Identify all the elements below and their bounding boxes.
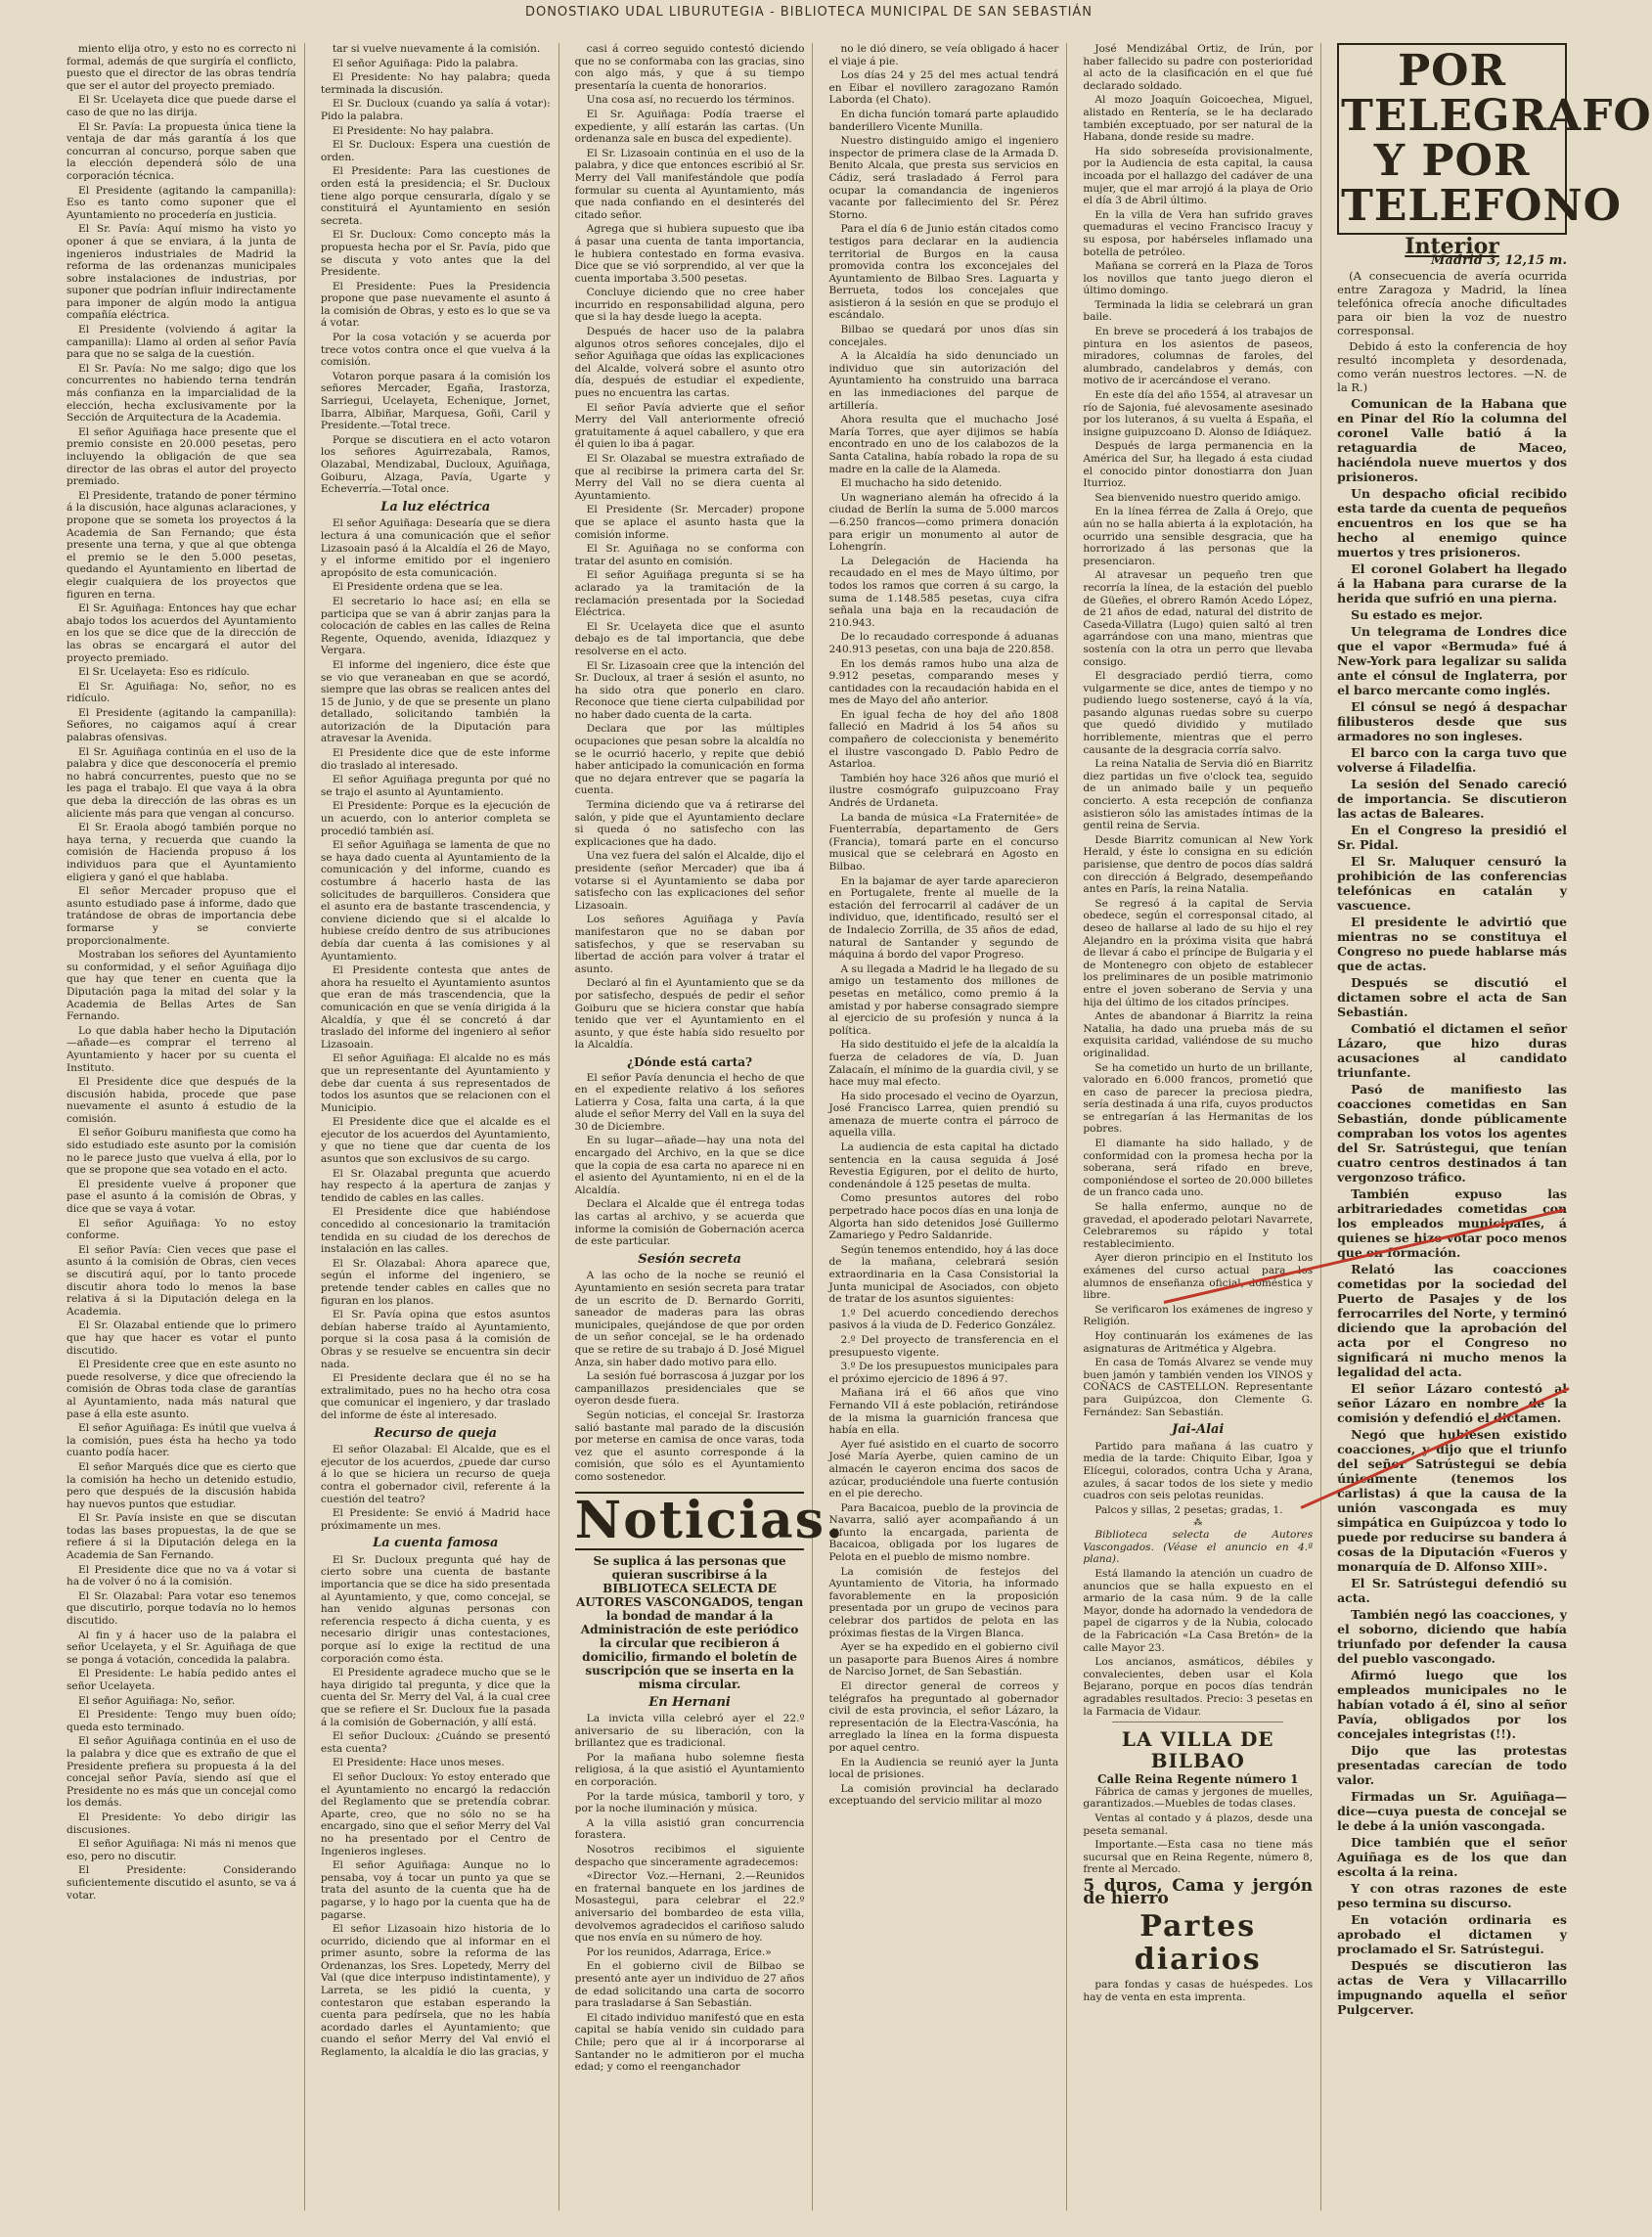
telegraph-heading-line1: POR TELEGRAFO — [1341, 46, 1652, 141]
article-paragraph: El Sr. Olazabal se muestra extrañado de que al recibirse la primera carta del Sr. Merry del Vall no se diera cuenta al Ayuntamiento. — [574, 453, 805, 502]
article-paragraph: El señor Pavía denuncia el hecho de que en el expediente relativo á los señores Latierra y Cosa, falta una carta, á la que alude el señor Merry del Vall en la suya del 30 de Diciembre. — [574, 1071, 805, 1133]
archive-header: DONOSTIAKO UDAL LIBURUTEGIA - BIBLIOTECA MUNICIPAL DE SAN SEBASTIÁN — [524, 5, 1094, 20]
article-paragraph: Concluye diciendo que no cree haber incurrido en responsabilidad alguna, pero que si la hay desde luego la acepta. — [574, 287, 805, 324]
telegraph-item: Y con otras razones de este peso termina su discurso. — [1337, 1881, 1567, 1911]
article-paragraph: Por la tarde música, tamboril y toro, y por la noche iluminación y música. — [574, 1790, 805, 1815]
news-item: En la línea férrea de Zalla á Orejo, que aún no se halla abierta á la explotación, ha ocurrido una sensible desgracia, que ha horrorizado á las personas que la presenciaron. — [1083, 506, 1314, 567]
ad-duros: 5 duros, Cama y jergón de hierro — [1083, 1875, 1314, 1908]
telegraph-item: Dijo que las protestas presentadas carecían de todo valor. — [1337, 1743, 1567, 1788]
column-2-top — [321, 43, 551, 496]
news-item: En breve se procederá á los trabajos de pintura en los asientos de paseos, miradores, columnas de faroles, del alumbrado, candelabros y demás, con motivo de ir acercándose el verano. — [1083, 326, 1314, 387]
article-paragraph: El señor Aguiñaga continúa en el uso de la palabra y dice que es extraño de que el Presidente prefiera su propuesta á la del concejal señor Pavía, siendo así que el Presidente no es más que un concejal como los demás. — [67, 1735, 296, 1810]
article-paragraph: Porque se discutiera en el acto votaron los señores Aguirrezabala, Ramos, Olazabal, Mendizabal, Ducloux, Aguiñaga, Goiburu, Alzaga, Pavía, Ugarte y Echeverría.—Total once. — [320, 433, 551, 496]
news-item: Según tenemos entendido, hoy á las doce de la mañana, celebrará sesión extraordinaria en la Casa Consistorial la Junta municipal de Asociados, con objeto de tratar de los asuntos siguientes: — [828, 1243, 1059, 1306]
column-3 — [569, 43, 846, 2211]
news-item: Ayer dieron principio en el Instituto los exámenes del curso actual para los alumnos de enseñanza oficial, doméstica y libre. — [1083, 1252, 1314, 1302]
article-paragraph: El Sr. Eraola abogó también porque no haya terna, y recuerda que cuando la comisión de Hacienda propuso á los individuos para que el Ayuntamiento eligiera y ganó el que hablaba. — [67, 822, 296, 883]
telegraph-item: Afirmó luego que los empleados municipales no le habían votado á él, sino al señor Pavía, obligados por los concejales integristas (!!). — [1337, 1668, 1567, 1742]
article-paragraph: Agrega que si hubiera supuesto que iba á pasar una cuenta de tanta importancia, le hubiera contestado en forma evasiva. Dice que se vió sorprendido, al ver que la cuenta importaba 3.500 pesetas. — [574, 223, 805, 285]
news-item: José Mendizábal Ortiz, de Irún, por haber fallecido su padre con posterioridad al acto de la clasificación en el que fué declarado soldado. — [1083, 43, 1314, 92]
ad-villa-important: Importante.—Esta casa no tiene más sucursal que en Reina Regente, número 8, frente al Mercado. — [1083, 1839, 1314, 1876]
article-paragraph: El Sr. Aguiñaga continúa en el uso de la palabra y dice que desconocería el premio no habrá concurrentes, puesto que no se les paga el trabajo. El que vaya á la obra que deba la dirección de las obras es un aliciente más para que vengan al concurso. — [67, 745, 296, 820]
article-paragraph: Declara que por las múltiples ocupaciones que pesan sobre la alcaldía no se le ocurrió hacerlo, y repite que debió haber anticipado la comunicación en forma que no dejara entrever que se pagaría la cuenta. — [574, 723, 805, 797]
column-6-telegrafo — [1331, 43, 1652, 2211]
article-paragraph: En el gobierno civil de Bilbao se presentó ante ayer un individuo de 27 años de edad solicitando una carta de socorro para trasladarse á San Sebastián. — [574, 1960, 805, 2010]
news-item: De lo recaudado corresponde á aduanas 240.913 pesetas, con una baja de 220.858. — [828, 631, 1059, 655]
telegraph-item: Relató las coacciones cometidas por la sociedad del Puerto de Pasajes y de los ferrocarriles del Norte, y terminó diciendo que la aprobación del acta por el Congreso no significará ni mucho menos la legalidad del acta. — [1337, 1262, 1567, 1380]
telegraph-intro2: Debido á esto la conferencia de hoy resultó incompleta y desordenada, como verán nuestros lectores. —N. de la R.) — [1337, 339, 1567, 395]
article-paragraph: El Sr. Olazabal entiende que lo primero que hay que hacer es votar el punto discutido. — [67, 1320, 296, 1357]
news-item: En dicha función tomará parte aplaudido banderillero Vicente Munilla. — [828, 108, 1059, 133]
news-item: En la bajamar de ayer tarde aparecieron en Portugalete, frente al muelle de la estación del ferrocarril al cadáver de un individuo, que, identificado, resultó ser el de Indalecio Zorrilla, de 35 años de edad, natural de Santander y segundo de máquina á bordo del vapor Progreso. — [828, 874, 1059, 962]
article-paragraph: El señor Aguiñaga: Es inútil que vuelva á la comisión, pues ésta ha hecho ya todo cuanto podía hacer. — [67, 1422, 296, 1459]
article-paragraph: El señor Pavía: Cien veces que pase el asunto á la comisión de Obras, cien veces se discutirá aquí, por lo tanto procede discutir ahora todo lo menos la base relativa á si la Diputación delega en la Academia. — [67, 1243, 296, 1318]
telegraph-item: Después se discutió el dictamen sobre el acta de San Sebastián. — [1337, 975, 1567, 1020]
telegraph-item: El coronel Golabert ha llegado á la Habana para curarse de la herida que sufrió en una pierna. — [1337, 561, 1567, 606]
article-paragraph: El Presidente (volviendo á agitar la campanilla): Llamo al orden al señor Pavía para que no se salga de la cuestión. — [67, 324, 296, 361]
article-paragraph: El Presidente: Tengo muy buen oído; queda esto terminado. — [67, 1709, 296, 1733]
telegraph-item: También expuso las arbitrariedades cometidas con los empleados municipales, á quienes se hizo votar poco menos que en formación. — [1337, 1186, 1567, 1261]
news-item: Después de larga permanencia en la América del Sur, ha llegado á esta ciudad el conocido pintor donostiarra don Juan Iturrioz. — [1083, 440, 1314, 490]
article-paragraph: «Director Voz.—Hernani, 2.—Reunidos en fraternal banquete en los jardines de Mosastegui, para celebrar el 22.º aniversario del bombardeo de esta villa, devolvemos agradecidos el cariñoso saludo que nos envía en su número de hoy. — [574, 1870, 805, 1945]
article-paragraph: El Presidente dice que el alcalde es el ejecutor de los acuerdos del Ayuntamiento, y que no tiene que dar cuenta de los asuntos que son exclusivos de su cargo. — [320, 1116, 551, 1166]
telegraph-item: Pasó de manifiesto las coacciones cometidas en San Sebastián, donde públicamente compraban los votos los agentes del Sr. Satrústegui, que tenían cuatro centros destinados á tan vergonzoso tráfico. — [1337, 1082, 1567, 1186]
ad-villa-text: Fábrica de camas y jergones de muelles, garantizados.—Muebles de todas clases. — [1083, 1785, 1314, 1811]
news-item: Terminada la lidia se celebrará un gran baile. — [1083, 298, 1314, 324]
article-paragraph: casi á correo seguido contestó diciendo que no se conformaba con las gracias, sino con algo más, y que á su tiempo presentaría la cuenta de honorarios. — [574, 43, 805, 92]
news-item: Ayer se ha expedido en el gobierno civil un pasaporte para Buenos Aires á nombre de Narciso Jornet, de San Sebastián. — [828, 1641, 1059, 1678]
news-item: 3.º De los presupuestos municipales para el próximo ejercicio de 1896 á 97. — [828, 1361, 1059, 1385]
article-paragraph: El Sr. Lizasoain continúa en el uso de la palabra, y dice que entonces escribió al Sr. Merry del Vall manifestándole que podía formular su cuenta al Ayuntamiento, más que nada confiando en el desinterés del citado señor. — [574, 147, 805, 221]
column-1 — [61, 43, 305, 2211]
article-paragraph: Por los reunidos, Adarraga, Erice.» — [586, 1946, 772, 1958]
article-paragraph: El señor Ducloux: ¿Cuándo se presentó esta cuenta? — [320, 1730, 551, 1755]
article-paragraph: El secretario lo hace así; en ella se participa que se van á abrir zanjas para la colocación de cables en las calles de Reina Regente, Oquendo, avenida, Idiazquez y Vergara. — [320, 595, 551, 657]
news-item: El diamante ha sido hallado, y de conformidad con la promesa hecha por la soberana, será rifado en breve, componiéndose el sorteo de 20.000 billetes de un franco cada uno. — [1083, 1138, 1314, 1199]
news-item: A la Alcaldía ha sido denunciado un individuo que sin autorización del Ayuntamiento ha construido una barraca en las inmediaciones del parque de artillería. — [828, 350, 1059, 412]
telegraph-item: El señor Lázaro contestó al señor Lázaro en nombre de la comisión y defendió el dictamen. — [1337, 1381, 1567, 1426]
article-paragraph: El Presidente: Hace unos meses. — [332, 1757, 505, 1769]
news-item: Ha sido sobreseída provisionalmente, por la Audiencia de esta capital, la causa incoada por el hallazgo del cadáver de una mujer, que el mar arrojó á la playa de Orio el día 3 de Abril último. — [1083, 145, 1314, 207]
jai-alai-text: Partido para mañana á las cuatro y media de la tarde: Chiquito Eibar, Igoa y Elícegui, colorados, contra Ucha y Arana, azules, á sacar todos de los siete y medio cuadros con seis pelotas reunidas. — [1083, 1440, 1314, 1502]
news-item: A su llegada a Madrid le ha llegado de su amigo un testamento dos millones de pesetas en metálico, como premio á la amistad y por haberse consagrado siempre al ejercicio de su profesión y nunca á la política. — [828, 962, 1059, 1037]
article-paragraph: Votaron porque pasara á la comisión los señores Mercader, Egaña, Irastorza, Sarriegui, Ucelayeta, Echenique, Jornet, Ibarra, Albiñar, Marquesa, Goñi, Caril y Presidente.—Total trece. — [320, 370, 551, 432]
news-item: Ayer fué asistido en el cuarto de socorro José María Ayerbe, quien camino de un almacén le cayeron encima dos sacos de azúcar, produciéndole una fuerte contusión en el pie derecho. — [828, 1438, 1059, 1500]
article-paragraph: El señor Aguiñaga: Pido la palabra. — [332, 57, 518, 69]
article-paragraph: El señor Aguiñaga hace presente que el premio consiste en 20.000 pesetas, pero incluyendo la obligación de que sea director de las obras el autor del proyecto premiado. — [67, 425, 296, 488]
news-item: Se ha cometido un hurto de un brillante, valorado en 6.000 francos, prometió que en caso de parecer la preciosa piedra, sería destinada á una rifa, cuyos productos se entregarían á las Hermanitas de los pobres. — [1083, 1061, 1314, 1136]
news-item: no le dió dinero, se veía obligado á hacer el viaje á pie. — [828, 43, 1059, 67]
article-paragraph: El Sr. Olazabal: Ahora aparece que, según el informe del ingeniero, se pretende tender cables en calles que no figuran en los planos. — [320, 1257, 551, 1307]
article-paragraph: El Presidente agradece mucho que se le haya dirigido tal pregunta, y dice que la cuenta del Sr. Merry del Val, á la cual cree que se refiere el Sr. Ducloux fue la pasada á la comisión de Gobernación, y allí está. — [320, 1667, 551, 1728]
news-item: La reina Natalia de Servia dió en Biarritz diez partidas un five o'clock tea, seguido de un animado baile y un pequeño concierto. A esta recepción de confianza asistieron sólo las amistades íntimas de la gentil reina de Servia. — [1083, 758, 1314, 832]
ad-partes-text: para fondas y casas de huéspedes. Los hay de venta en esta imprenta. — [1083, 1979, 1314, 2003]
article-paragraph: El señor Aguiñaga se lamenta de que no se haya dado cuenta al Ayuntamiento de la comunicación y del informe, cuando es costumbre á hacerlo hasta de las solicitudes de barquilleros. Considera que el asunto era de bastante trascendencia, y conviene diciendo que si el alcalde lo hubiese creído dentro de sus atribuciones debía dar cuenta á las comisiones y al Ayuntamiento. — [320, 839, 551, 962]
news-item: El muchacho ha sido detenido. — [840, 477, 1003, 490]
article-paragraph: El Sr. Ducloux (cuando ya salía á votar): Pido la palabra. — [320, 98, 551, 122]
news-item: Bilbao se quedará por unos días sin concejales. — [828, 324, 1059, 348]
separator-star: ⁂ — [1193, 1518, 1203, 1529]
article-paragraph: miento elija otro, y esto no es correcto ni formal, además de que surgiría el conflicto, puesto que el director de las obras tendría que ser el autor del proyecto premiado. — [67, 43, 296, 92]
article-paragraph: El Sr. Olazabal: Para votar eso tenemos que discutirlo, porque todavía no lo hemos discutido. — [67, 1589, 296, 1628]
news-item: Los días 24 y 25 del mes actual tendrá en Eibar el novillero zaragozano Ramón Laborda (el Chato). — [828, 69, 1059, 107]
ad-partes-title: Partes diarios — [1134, 1909, 1262, 1978]
news-item: 1.º Del acuerdo concediendo derechos pasivos á la viuda de D. Federico González. — [828, 1307, 1059, 1332]
article-paragraph: Lo que dabla haber hecho la Diputación—añade—es comprar el terreno al Ayuntamiento y hacer por su cuenta el Instituto. — [67, 1024, 296, 1074]
ad-villa-title: LA VILLA DE BILBAO — [1121, 1727, 1274, 1773]
column-5-news — [1083, 43, 1313, 1418]
article-paragraph: El Sr. Aguiñaga no se conforma con tratar del asunto en comisión. — [574, 543, 805, 567]
article-paragraph: El Presidente dice que después de la discusión habida, procede que pase nuevamente el asunto á estudio de la comisión. — [67, 1076, 296, 1125]
article-paragraph: El Sr. Aguiñaga: No, señor, no es ridículo. — [67, 680, 296, 705]
article-paragraph: El Presidente dice que no va á votar si ha de volver ó no á la comisión. — [67, 1563, 296, 1588]
telegraph-item: Negó que hubiesen existido coacciones, y dijo que el triunfo del señor Satrústegui se debía únicamente (tenemos los carlistas) á que la causa de la unión vascongada es muy simpática en Guipúzcoa y todo lo puede por reducirse su bandera á cosas de la Diputación «Fueros y monarquía de D. Alfonso XIII». — [1337, 1427, 1567, 1575]
news-item: Se halla enfermo, aunque no de gravedad, el apoderado pelotari Navarrete, Celebraremos su rápido y total restablecimiento. — [1083, 1201, 1314, 1250]
article-paragraph: Después de hacer uso de la palabra algunos otros señores concejales, dijo el señor Aguiñaga que oídas las explicaciones del Alcalde, volverá sobre el asunto otro día, después de estudiar el expediente, pues no encuentra las cartas. — [574, 326, 805, 400]
article-paragraph: El señor Goiburu manifiesta que como ha sido estudiado este asunto por la comisión no le parece justo que vuelva á ella, por lo que se propone que sea votado en el acto. — [67, 1127, 296, 1177]
article-paragraph: El Presidente: No hay palabra; queda terminada la discusión. — [320, 71, 551, 96]
article-paragraph: El Sr. Ucelayeta: Eso es ridículo. — [78, 666, 250, 679]
article-paragraph: El Sr. Pavía opina que estos asuntos debían haberse traído al Ayuntamiento, porque si la cosa pasa á la comisión de Obras y se resuelve se encuentra sin decir nada. — [320, 1309, 551, 1370]
article-paragraph: El Presidente declara que él no se ha extralimitado, pues no ha hecho otra cosa que comunicar el ingeniero, y dar traslado del informe de éste al interesado. — [320, 1372, 551, 1421]
article-paragraph: El informe del ingeniero, dice éste que se vio que veraneaban en que se acordó, siempre que las obras se realicen antes del 15 de Junio, y de que se presente un plano detallado, solicitando también la autorización de la Diputación para atravesar la Avenida. — [320, 658, 551, 745]
news-item: Para el día 6 de Junio están citados como testigos para declarar en la audiencia territorial de Burgos en la causa promovida contra los exconcejales del Ayuntamiento de Bilbao Sres. Laguarta y Berrueta, todos los concejales que asistieron á la sesión en que se produjo el escándalo. — [828, 223, 1059, 322]
news-item: En este día del año 1554, al atravesar un río de Sajonia, fué alevosamente asesinado por los luteranos, á su vuelta á España, el insigne guipuzcoano D. Alonso de Idiáquez. — [1083, 389, 1314, 438]
telegraph-item: Un despacho oficial recibido esta tarde da cuenta de pequeños encuentros en los que se ha hecho al enemigo quince muertos y tres prisioneros. — [1337, 486, 1567, 560]
telegraph-heading — [1337, 43, 1652, 235]
article-paragraph: Termina diciendo que va á retirarse del salón, y pide que el Ayuntamiento declare si queda ó no satisfecho con las explicaciones que ha dado. — [574, 799, 805, 848]
telegraph-item: Dice también que el señor Aguiñaga es de los que dan escolta á la reina. — [1337, 1835, 1567, 1880]
news-item: 2.º Del proyecto de transferencia en el presupuesto vigente. — [828, 1333, 1059, 1359]
news-item: La audiencia de esta capital ha dictado sentencia en la causa seguida á José Revestia Egiguren, por el delito de hurto, condenándole á 125 pesetas de multa. — [828, 1141, 1059, 1190]
article-paragraph: Declaró al fin el Ayuntamiento que se da por satisfecho, después de pedir el señor Goiburu que se hiciera constar que había tenido que ver el Ayuntamiento en el asunto, y que éste había sido resuelto por la Alcaldía. — [574, 977, 805, 1051]
section-title-cuenta: La cuenta famosa — [373, 1536, 499, 1551]
article-paragraph: El señor Ducloux: Yo estoy enterado que el Ayuntamiento no encargó la redacción del Reglamento que se pretendía cobrar. Aparte, creo, que no sólo no se ha encargado, sino que el señor Merry del Val no ha presentado por el Centro de Ingenieros ingleses. — [320, 1770, 551, 1857]
telegraph-item: Comunican de la Habana que en Pinar del Río la columna del coronel Valle batió á la retaguardia de Maceo, haciéndola nueve muertos y dos prisioneros. — [1337, 396, 1567, 485]
telegraph-item: Después se discutieron las actas de Vera y Villacarrillo impugnando aquella el señor Pulgcerver. — [1337, 1958, 1567, 2018]
article-paragraph: Por la mañana hubo solemne fiesta religiosa, á la que asistió el Ayuntamiento en corporación. — [574, 1751, 805, 1789]
article-paragraph: El señor Aguiñaga: Ni más ni menos que eso, pero no discutir. — [67, 1838, 296, 1862]
article-paragraph: El presidente vuelve á proponer que pase el asunto á la comisión de Obras, y dice que se vaya á votar. — [67, 1178, 296, 1216]
news-item: La banda de música «La Fraternitée» de Fuenterrabía, departamento de Gers (Francia), tomará parte en el concurso musical que se celebrará en Agosto en Bilbao. — [828, 811, 1059, 872]
column-2-mid — [321, 517, 551, 1421]
article-paragraph: El señor Aguiñaga: Desearía que se diera lectura á una comunicación que el señor Lizasoain pasó á la Alcaldía el 26 de Mayo, y el informe emitido por el ingeniero apropósito de esta comunicación. — [320, 517, 551, 579]
article-paragraph: El Presidente ordena que se lea. — [332, 581, 504, 594]
article-paragraph: El Sr. Ucelayeta dice que puede darse el caso de que no las dirija. — [67, 94, 296, 118]
news-item: En casa de Tomás Alvarez se vende muy buen jamón y también venden los VINOS y COÑACS de CASTELLON. Representante para Guipúzcoa, don Clemente G. Fernández: San Sebastián. — [1083, 1357, 1314, 1418]
column-3-secreta — [575, 1270, 805, 1483]
telegraph-heading-line2: Y POR TELEFONO — [1341, 136, 1623, 231]
noticias-heading: Noticias. — [574, 1490, 846, 1550]
article-paragraph: Por la cosa votación y se acuerda por trece votos contra once el que vuelva á la comisión. — [320, 332, 551, 369]
article-paragraph: Al fin y á hacer uso de la palabra el señor Ucelayeta, y el Sr. Aguiñaga de que se ponga á votación, concedida la palabra. — [67, 1629, 296, 1666]
article-paragraph: La invicta villa celebró ayer el 22.º aniversario de su liberación, con la brillantez que es tradicional. — [574, 1713, 805, 1750]
news-item: Ahora resulta que el muchacho José María Torres, que ayer dijimos se había encontrado en uno de los calabozos de la Santa Catalina, había robado la ropa de su madre en la calle de la Alameda. — [828, 414, 1059, 475]
section-title-secreta: Sesión secreta — [638, 1251, 741, 1267]
article-paragraph: La sesión fué borrascosa á juzgar por los campanillazos presidenciales que se oyeron desde fuera. — [574, 1370, 805, 1408]
news-item: Como presuntos autores del robo perpetrado hace pocos días en una lonja de Algorta han sido detenidos José Guillermo Zamariego y Pedro Saldanride. — [828, 1192, 1059, 1242]
biblioteca-notice: Biblioteca selecta de Autores Vascongados. (Véase el anuncio en 4.ª plana). — [1083, 1529, 1314, 1566]
telegraph-item: En votación ordinaria es aprobado el dictamen y proclamado el Sr. Satrústegui. — [1337, 1912, 1567, 1957]
telegraph-item: El Sr. Satrústegui defendió su acta. — [1337, 1576, 1567, 1606]
article-paragraph: El Sr. Ducloux pregunta qué hay de cierto sobre una cuenta de bastante importancia que se dice ha sido presentada al Ayuntamiento, y que, como concejal, se han venido algunas personas con referencia respecto á dicha cuenta, y es necesario dirigir unas contestaciones, porque así lo exige la rectitud de una corporación como ésta. — [320, 1553, 551, 1665]
news-item: La comisión provincial ha declarado exceptuando del servicio militar al mozo — [828, 1782, 1059, 1808]
article-paragraph: El Presidente cree que en este asunto no puede resolverse, y dice que ofreciendo la comisión de Obras toda clase de garantías al Ayuntamiento, nada más natural que pase á ella este asunto. — [67, 1359, 296, 1420]
article-paragraph: Nosotros recibimos el siguiente despacho que sinceramente agradecemos: — [574, 1844, 805, 1868]
article-paragraph: El Presidente dice que de este informe dio traslado al interesado. — [320, 747, 551, 772]
news-item: La Delegación de Hacienda ha recaudado en el mes de Mayo último, por todos los ramos que corren á su cargo, la suma de 1.148.585 pesetas, cuya cifra señala una baja en la recaudación de 210.943. — [828, 555, 1059, 629]
telegraph-item: Combatió el dictamen el señor Lázaro, que hizo duras acusaciones al candidato triunfante. — [1337, 1021, 1567, 1081]
article-paragraph: El Sr. Pavía: La propuesta única tiene la ventaja de dar más garantía á los que concurran al concurso, porque saben que la elección dependerá sólo de una corporación técnica. — [67, 120, 296, 182]
article-paragraph: El Presidente: Pues la Presidencia propone que pase nuevamente el asunto á la comisión de Obras, y esto es lo que se va á votar. — [320, 280, 551, 330]
column-2-cuenta — [321, 1554, 551, 2059]
newspaper-page — [61, 43, 1652, 2211]
column-2-queja — [321, 1444, 551, 1532]
column-3-top — [575, 43, 805, 1051]
news-item: En la Audiencia se reunió ayer la Junta local de prisiones. — [828, 1756, 1059, 1781]
telegraph-item: También negó las coacciones, y el soborno, diciendo que había triunfado por defender la causa del pueblo vascongado. — [1337, 1607, 1567, 1667]
article-paragraph: El Presidente: Yo debo dirigir las discusiones. — [67, 1811, 296, 1836]
interior-heading: Interior — [1405, 234, 1499, 259]
article-paragraph: El señor Olazabal: El Alcalde, que es el ejecutor de los acuerdos, ¿puede dar curso á lo que se hiciera un recurso de queja contra el gobernador civil, referente á la cuestión del teatro? — [320, 1444, 551, 1505]
news-item: Un wagneriano alemán ha ofrecido á la ciudad de Berlín la suma de 5.000 marcos—6.250 francos—como primera donación para erigir un monumento al autor de Lohengrín. — [828, 491, 1059, 554]
subscription-notice: Se suplica á las personas que quieran suscribirse á la BIBLIOTECA SELECTA DE AUTORES VASCONGADOS, tengan la bondad de mandar á la Administración de este periódico la circular que recibieron á domicilio, firmando el boletín de suscripción que se inserta en la misma circular. — [575, 1553, 804, 1691]
article-paragraph: El señor Aguiñaga pregunta por qué no se trajo el asunto al Ayuntamiento. — [320, 774, 551, 798]
article-paragraph: El señor Aguiñaga: Aunque no lo pensaba, voy á tocar un punto ya que se trata del asunto de la cuenta que ha de pagarse, y lo hago por la cuenta que ha de pagarse. — [320, 1859, 551, 1921]
telegraph-item: Su estado es mejor. — [1351, 607, 1483, 623]
article-paragraph: Declara el Alcalde que él entrega todas las cartas al archivo, y se acuerda que informe la comisión de Gobernación acerca de este particular. — [574, 1198, 805, 1248]
article-paragraph: Los señores Aguiñaga y Pavía manifestaron que no se daban por satisfechos, y que se reservaban su libertad de acción para volver á tratar el asunto. — [574, 914, 805, 975]
section-title-carta: ¿Dónde está carta? — [627, 1054, 753, 1069]
telegraph-intro: (A consecuencia de avería ocurrida entre Zaragoza y Madrid, la línea telefónica ofrecía anoche dificultades para oir bien la voz de nuestro corresponsal. — [1337, 269, 1567, 338]
article-paragraph: El Sr. Aguiñaga: Entonces hay que echar abajo todos los acuerdos del Ayuntamiento en los que se dice que de la dirección de las obras se encargará el autor del proyecto premiado. — [67, 603, 296, 664]
news-item: En los demás ramos hubo una alza de 9.912 pesetas, comparando meses y cantidades con la recaudación habida en el mes de Mayo del año anterior. — [828, 657, 1059, 707]
article-paragraph: El Presidente: Para las cuestiones de orden está la presidencia; el Sr. Ducloux tiene algo porque censurarla, dígalo y se constituirá el Ayuntamiento en sesión secreta. — [320, 165, 551, 227]
jai-alai-prices: Palcos y sillas, 2 pesetas; gradas, 1. — [1094, 1503, 1283, 1516]
column-5 — [1077, 43, 1321, 2211]
article-paragraph: El Sr. Ducloux: Espera una cuestión de orden. — [320, 139, 551, 163]
news-item: En la villa de Vera han sufrido graves quemaduras el vecino Francisco Iracuy y su esposa, por habérseles inflamado una botella de petróleo. — [1083, 208, 1314, 258]
article-paragraph: El Sr. Lizasoain cree que la intención del Sr. Ducloux, al traer á sesión el asunto, no ha sido otra que ponerlo en claro. Reconoce que tiene cierta culpabilidad por no haber dado cuenta de la carta. — [574, 659, 805, 721]
article-paragraph: El Presidente contesta que antes de ahora ha resuelto el Ayuntamiento asuntos que eran de más trascendencia, que la comunicación en que se venía dirigida á la Alcaldía, y que él se concretó á dar traslado del informe del ingeniero al señor Lizasoain. — [320, 964, 551, 1051]
article-paragraph: El señor Aguiñaga: El alcalde no es más que un representante del Ayuntamiento y debe dar cuenta á sus representados de todos los asuntos que se relacionen con el Municipio. — [320, 1052, 551, 1114]
article-paragraph: El Presidente: No hay palabra. — [332, 124, 494, 137]
news-item: En igual fecha de hoy del año 1808 falleció en Madrid á los 54 años su compañero de coleccionista y benemérito el ilustre vascongado D. Pablo Pedro de Astarloa. — [828, 708, 1059, 771]
news-item: Sea bienvenido nuestro querido amigo. — [1094, 491, 1302, 504]
article-paragraph: El señor Pavía advierte que el señor Merry del Vall anteriormente ofreció gratuitamente á aquel caballero, y que era él quien lo iba á pagar. — [574, 401, 805, 451]
article-paragraph: El Presidente (agitando la campanilla): Eso es tanto como suponer que el Ayuntamiento no procedería en justicia. — [67, 184, 296, 221]
telegraph-items — [1337, 396, 1567, 2017]
jai-alai-title: Jai-Alai — [1172, 1422, 1225, 1438]
news-item: Ha sido procesado el vecino de Oyarzun, José Francisco Larrea, quien prendió su amenaza de muerte contra el párroco de aquella villa. — [828, 1090, 1059, 1140]
anuncio-cuadro: Está llamando la atención un cuadro de anuncios que se halla expuesto en el armario de la casa núm. 9 de la calle Mayor, donde ha adornado la vendedora de papel de cigarros y de la Nubia, colocado de la Fabricación «La Casa Bretón» de la calle Mayor 23. — [1083, 1568, 1314, 1654]
news-item: Antes de abandonar á Biarritz la reina Natalia, ha dado una prueba más de su exquisita caridad, valiéndose de su mucho originalidad. — [1083, 1010, 1314, 1059]
article-paragraph: En su lugar—añade—hay una nota del encargado del Archivo, en la que se dice que la copia de esa carta no aparece ni en el asiento del Ayuntamiento, ni en el de la Alcaldía. — [574, 1135, 805, 1196]
news-item: Al atravesar un pequeño tren que recorría la línea, de la estación del pueblo de Güeñes, el obrero Ramón Acedo López, de 21 años de edad, natural del distrito de Caseda-Villatra (Lugo) quien saltó al tren agarrándose con una mano, mientras que sostenía con la otra un perro que llevaba consigo. — [1083, 569, 1314, 668]
article-paragraph: El señor Mercader propuso que el asunto estudiado pase á informe, dado que tratándose de obras de importancia debe formarse y se convierte proporcionalmente. — [67, 885, 296, 947]
news-item: El director general de correos y telégrafos ha preguntado al gobernador civil de esta provincia, el señor Lázaro, la representación de la Electra-Vascónia, ha arreglado la línea en la forma dispuesta por aquel centro. — [828, 1680, 1059, 1754]
article-paragraph: El Presidente: Se envió á Madrid hace próximamente un mes. — [320, 1507, 551, 1532]
column-4 — [823, 43, 1067, 2211]
article-paragraph: El Presidente, tratando de poner término á la discusión, hace algunas aclaraciones, y propone que se someta los proyectos á la Academia de San Fernando; que ésta presente una terna, y que al que obtenga el premio se le den 5.000 pesetas, quedando el Ayuntamiento en libertad de elegir cualquiera de los proyectos que figuren en terna. — [67, 489, 296, 601]
article-paragraph: El Presidente: Considerando suficientemente discutido el asunto, se va á votar. — [67, 1864, 296, 1901]
article-paragraph: Mostraban los señores del Ayuntamiento su conformidad, y el señor Aguiñaga dijo que hay que tener en cuenta que la Diputación paga la mitad del solar y la Academia de Bellas Artes de San Fernando. — [67, 949, 296, 1023]
column-3-carta — [575, 1072, 805, 1248]
article-paragraph: El Presidente (agitando la campanilla): Señores, no caigamos aquí á crear palabras ofensivas. — [67, 706, 296, 744]
column-2 — [315, 43, 559, 2211]
news-item: Mañana irá el 66 años que vino Fernando VII á este población, retirándose de la misma la guarnición francesa que había en ella. — [828, 1387, 1059, 1437]
news-item: La comisión de festejos del Ayuntamiento de Vitoria, ha informado favorablemente en la proposición presentada por un grupo de vecinos para celebrar dos partidos de pelota en las próximas fiestas de la Virgen Blanca. — [828, 1565, 1059, 1639]
column-3-hernani — [575, 1713, 805, 2074]
news-item: El desgraciado perdió tierra, como vulgarmente se dice, antes de tiempo y no pudiendo luego sostenerse, cayó á la vía, pasando algunas ruedas sobre su cuerpo que quedó dividido y mutilado horriblemente, mientras que el perro causante de la desgracia corría salvo. — [1083, 670, 1314, 756]
telegraph-item: En el Congreso la presidió el Sr. Pidal. — [1337, 823, 1567, 853]
article-paragraph: El Sr. Olazabal pregunta que acuerdo hay respecto á la apertura de zanjas y tendido de cables en las calles. — [320, 1167, 551, 1204]
section-title-luz: La luz eléctrica — [380, 499, 491, 515]
article-paragraph: Una vez fuera del salón el Alcalde, dijo el presidente (señor Mercader) que iba á votarse si el Ayuntamiento se daba por satisfecho con las explicaciones del señor Lizasoain. — [574, 850, 805, 912]
article-paragraph: El Sr. Ducloux: Como concepto más la propuesta hecha por el Sr. Pavía, pido que se discuta y voto antes que la del Presidente. — [320, 229, 551, 279]
article-paragraph: El Presidente: Le había pedido antes el señor Ucelayeta. — [67, 1668, 296, 1692]
telegraph-item: El cónsul se negó á despachar filibusteros desde que sus armadores no son ingleses. — [1337, 699, 1567, 744]
news-item: Ha sido destituido el jefe de la alcaldía la fuerza de celadores de vía, D. Juan Zalacaín, el mínimo de la guardia civil, y se hace muy mal efecto. — [828, 1039, 1059, 1089]
news-item: Desde Biarritz comunican al New York Herald, y éste lo consigna en su edición parisiense, que dentro de pocos días saldrá con dirección á Belgrado, desempeñando antes en París, la reina Natalia. — [1083, 833, 1314, 896]
news-item: Mañana se correrá en la Plaza de Toros los novillos que tanto juego dieron el último domingo. — [1083, 260, 1314, 297]
article-paragraph: tar si vuelve nuevamente á la comisión. — [332, 43, 541, 55]
article-paragraph: El Sr. Aguiñaga: Podía traerse el expediente, y allí estarán las cartas. (Un ordenanza sale en busca del expediente). — [574, 108, 805, 146]
article-paragraph: A la villa asistió gran concurrencia forastera. — [574, 1816, 805, 1842]
ad-villa-text2: Ventas al contado y á plazos, desde una peseta semanal. — [1083, 1812, 1314, 1837]
news-item: Al mozo Joaquín Goicoechea, Miguel, alistado en Rentería, se le ha declarado también exceptuado, por ser natural de la Habana, donde reside su madre. — [1083, 94, 1314, 144]
article-paragraph: El señor Lizasoain hizo historia de lo ocurrido, diciendo que al informar en el primer asunto, sobre la reforma de las Ordenanzas, los Sres. Lopetedy, Merry del Val (que dice interpuso indistintamente), y Larreta, se les pidió la cuenta, y contestaron que estaban esperando la cuenta para pedírsela, que no les había acordado darles el Ayuntamiento; que cuando el señor Merry del Val envió el Reglamento, la alcaldía le dio las gracias, y — [320, 1923, 551, 2059]
article-paragraph: Según noticias, el concejal Sr. Irastorza salió bastante mal parado de la discusión por meterse en camisa de once varas, toda vez que el asunto corresponde á la comisión, que sólo es el Ayuntamiento como sostenedor. — [574, 1409, 805, 1483]
article-paragraph: El señor Aguiñaga: No, señor. — [78, 1694, 236, 1707]
news-item: Se regresó á la capital de Servia obedece, según el corresponsal citado, al deseo de hallarse al lado de su hijo el rey Alejandro en la próxima visita que habrá de llevar á cabo el príncipe de Bulgaria y el de Montenegro con objeto de establecer los preliminares de un posible matrimonio entre el joven soberano de Servia y una hija del último de los citados príncipes. — [1083, 897, 1314, 1008]
article-paragraph: A las ocho de la noche se reunió el Ayuntamiento en sesión secreta para tratar de un escrito de D. Bernardo Gorriti, saneador de maderas para las obras municipales, quejándose de que por orden de un señor concejal, se le ha ordenado que se retire de su trabajo á D. José Miguel Anza, sin haber dado motivo para ello. — [574, 1270, 805, 1368]
telegraph-item: Un telegrama de Londres dice que el vapor «Bermuda» fué á New-York para legalizar su salida ante el cónsul de Inglaterra, por el barco mercante como inglés. — [1337, 624, 1567, 698]
telegraph-item: El barco con la carga tuvo que volverse á Filadelfia. — [1337, 745, 1567, 776]
article-paragraph: El citado individuo manifestó que en esta capital se había venido sin cuidado para Chile; pero que al ir á incorporarse al Santander no le admitieron por el mucha edad; y como el reenganchador — [574, 2011, 805, 2074]
article-paragraph: Una cosa así, no recuerdo los términos. — [586, 94, 795, 107]
news-item: Para Bacaicoa, pueblo de la provincia de Navarra, salió ayer acompañando á un difunto la encargada, parienta de Bacaicoa, obligada por los lugares de Pelota en el pueblo de mismo nombre. — [828, 1501, 1059, 1564]
anuncio-kola: Los ancianos, asmáticos, débiles y convalecientes, deben usar el Kola Bejarano, porque en pocos días tendrán agradables resultados. Precio: 3 pesetas en la Farmacia de Vidaur. — [1083, 1656, 1314, 1718]
news-item: Hoy continuarán los exámenes de las asignaturas de Aritmética y Algebra. — [1083, 1329, 1314, 1355]
article-paragraph: El Sr. Ucelayeta dice que el asunto debajo es de tal importancia, que debe resolverse en el acto. — [574, 620, 805, 657]
telegraph-item: El presidente le advirtió que mientras no se constituya el Congreso no puede hablarse más que de actas. — [1337, 915, 1567, 974]
article-paragraph: El Sr. Pavía: Aquí mismo ha visto yo oponer á que se enviara, á la junta de ingenieros industriales de Madrid la reforma de las ordenanzas municipales sobre instalaciones de industrias, por suponer que podrían influir indirectamente para imponer de algún modo la antigua compañía eléctrica. — [67, 223, 296, 322]
article-paragraph: El Sr. Pavía insiste en que se discutan todas las bases propuestas, la de que se refiere á si la Diputación delega en la Academia de San Fernando. — [67, 1512, 296, 1562]
section-title-queja: Recurso de queja — [374, 1425, 498, 1441]
article-paragraph: El señor Aguiñaga: Yo no estoy conforme. — [67, 1217, 296, 1242]
article-paragraph: El Sr. Pavía: No me salgo; digo que los concurrentes no habiendo terna tendrán más confianza en la imparcialidad de la elección, hecha exclusivamente por la Sección de Arquitectura de la Academia. — [67, 362, 296, 425]
section-title-hernani: En Hernani — [648, 1694, 731, 1710]
news-item: Nuestro distinguido amigo el ingeniero inspector de primera clase de la Armada D. Benito Alcala, que presta sus servicios en Cádiz, será trasladado á Ferrol para ocupar la comandancia de ingenieros vacante por fallecimiento del Sr. Pérez Storno. — [828, 135, 1059, 221]
article-paragraph: El Presidente: Porque es la ejecución de un acuerdo, con lo anterior completa se procedió también así. — [320, 800, 551, 837]
ad-villa-address: Calle Reina Regente número 1 — [1097, 1772, 1299, 1787]
article-paragraph: El señor Marqués dice que es cierto que la comisión ha hecho un detenido estudio, pero que después de la discusión habida hay nuevos puntos que estudiar. — [67, 1460, 296, 1510]
telegraph-item: El Sr. Maluquer censuró la prohibición de las conferencias telefónicas en catalán y vascuence. — [1337, 854, 1567, 914]
article-paragraph: El Presidente (Sr. Mercader) propone que se aplace el asunto hasta que la comisión informe. — [574, 504, 805, 541]
article-paragraph: El señor Aguiñaga pregunta si se ha aclarado ya la tramitación de la reclamación presentada por la Sociedad Eléctrica. — [574, 569, 805, 619]
news-item: Se verificaron los exámenes de ingreso y Religión. — [1083, 1303, 1314, 1328]
article-paragraph: El Presidente dice que habiéndose concedido al concesionario la tramitación tendida en su ciudad de los derechos de instalación en las calles. — [320, 1206, 551, 1256]
telegraph-item: Firmadas un Sr. Aguiñaga—dice—cuya puesta de concejal se le debe á la unión vascongada. — [1337, 1789, 1567, 1834]
dateline: Madrid 3, 12,15 m. — [1431, 252, 1567, 268]
news-item: También hoy hace 326 años que murió el ilustre cosmógrafo guipuzcoano Fray Andrés de Urdaneta. — [828, 772, 1059, 810]
telegraph-item: La sesión del Senado careció de importancia. Se discutieron las actas de Baleares. — [1337, 777, 1567, 822]
